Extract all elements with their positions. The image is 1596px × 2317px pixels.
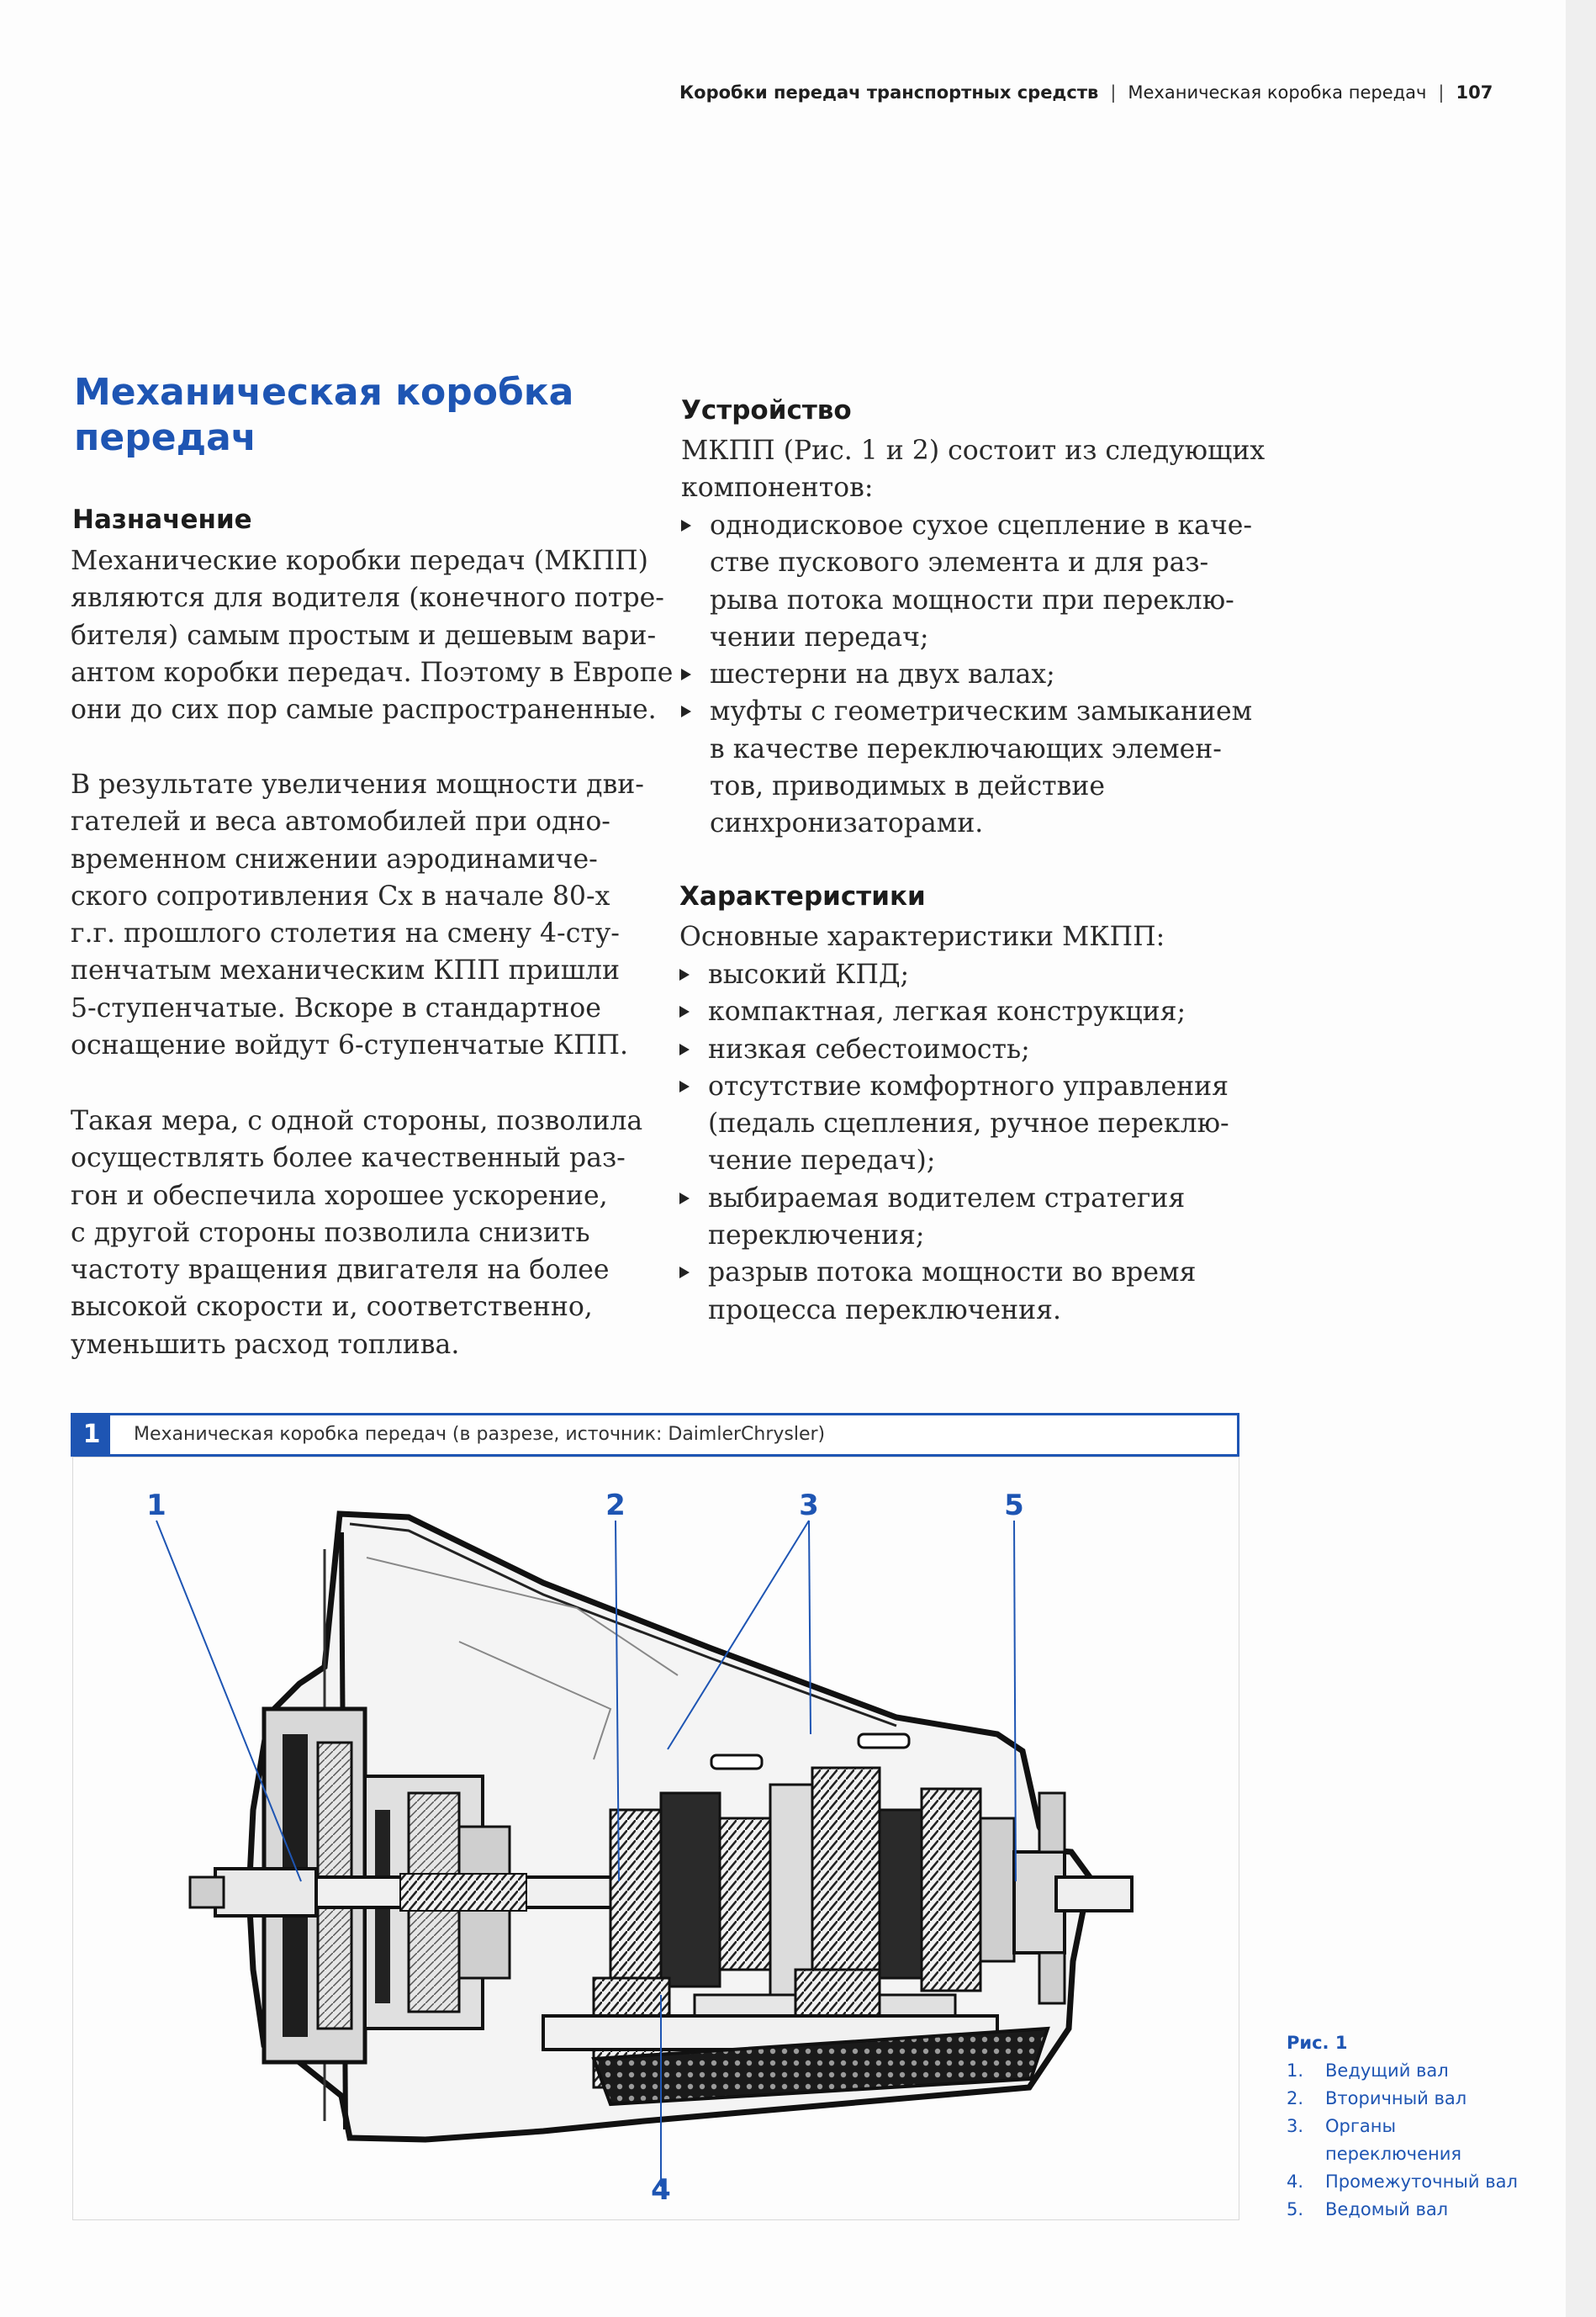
text-line: ского сопротивления Cx в начале 80-х [71,881,610,912]
text-line: муфты с геометрическим замыканием [710,696,1253,727]
text-line: Основные характеристики МКПП: [679,922,1165,952]
text-line: высокой скорости и, соответственно, [71,1292,593,1323]
page-title [74,370,663,461]
running-head-section: Коробки передач транспортных средств [679,82,1099,103]
list-item [679,507,1252,656]
legend-item [1287,2113,1564,2168]
text-line: уменьшить расход топлива. [71,1329,460,1360]
legend-item [1287,2057,1564,2085]
text-line: В результате увеличения мощности дви- [71,770,644,800]
bullet-triangle-icon [679,1267,690,1278]
legend-item [1287,2085,1564,2113]
list-item [678,1180,1229,1255]
text-line: гон и обеспечила хорошее ускорение, [71,1180,608,1211]
text-line: тов, приводимых в действие [710,771,1105,802]
list-item [679,656,1252,693]
heading-characteristics: Характеристики [679,881,926,912]
input-shaft [190,1869,669,1916]
text-line: синхронизаторами. [710,808,984,839]
text-line: г.г. прошлого столетия на смену 4-сту- [71,918,620,950]
legend-item-label: Ведущий вал [1325,2060,1449,2081]
purpose-paragraph-3 [71,1103,642,1363]
bullet-triangle-icon [681,520,691,532]
characteristics-list [678,956,1229,1329]
text-line: осуществлять более качественный раз- [71,1143,626,1174]
running-head-separator: | [1438,82,1445,103]
text-line: разрыв потока мощности во время [708,1257,1197,1288]
purpose-paragraph-1 [71,542,673,728]
figure-number: 1 [73,1415,110,1454]
figure-caption-bar [71,1413,1239,1457]
running-head-chapter: Механическая коробка передач [1128,82,1427,103]
legend-item-number: 3. [1287,2116,1304,2136]
text-line: рыва потока мощности при переклю- [710,585,1234,616]
running-head-separator: | [1110,82,1117,103]
text-line: однодисковое сухое сцепление в каче- [710,510,1253,541]
figure-caption: Механическая коробка передач (в разрезе, источник: DaimlerChrysler) [134,1424,826,1445]
text-line: высокий КПД; [708,960,910,990]
legend-item-label: переключения [1325,2144,1462,2164]
bullet-triangle-icon [681,669,691,680]
legend-item [1287,2168,1564,2196]
figure-legend [1287,2029,1564,2224]
design-intro [681,432,1265,507]
text-line: компактная, легкая конструкция; [708,997,1186,1028]
text-line: чение передач); [708,1145,936,1177]
legend-item-label: Промежуточный вал [1325,2172,1518,2192]
text-line: пенчатым механическим КПП пришли [71,955,621,987]
text-line: Такая мера, с одной стороны, позволила [71,1106,643,1136]
legend-item-label: Ведомый вал [1325,2199,1449,2219]
text-line: они до сих пор самые распространенные. [71,695,657,726]
text-line: выбираемая водителем стратегия [708,1182,1186,1214]
text-line: Механические коробки передач (МКПП) [71,546,648,576]
list-item [678,993,1229,1030]
design-list [679,507,1252,843]
text-line: отсутствие комфортного управления [708,1071,1229,1102]
legend-item-label: Органы [1325,2116,1397,2136]
text-line: временном снижении аэродинамиче- [71,844,598,875]
text-line: в качестве переключающих элемен- [710,733,1222,764]
legend-item-number: 1. [1287,2060,1304,2081]
list-item [678,1068,1229,1180]
callout-label: 1 [146,1489,166,1522]
running-head [679,82,1520,103]
text-line: бителя) самым простым и дешевым вари- [71,620,657,651]
list-item [678,956,1229,993]
callout-label: 4 [651,2173,671,2207]
bullet-triangle-icon [679,1006,690,1018]
transmission-cutaway-illustration [72,1457,1239,2220]
bullet-triangle-icon [679,1193,690,1204]
legend-title: Рис. 1 [1287,2033,1348,2053]
legend-item-number: 5. [1287,2199,1304,2219]
list-item [679,693,1252,842]
purpose-paragraph-2 [71,766,644,1064]
legend-item-number: 4. [1287,2172,1304,2192]
text-line: процесса переключения. [708,1294,1062,1325]
text-line: низкая себестоимость; [708,1034,1030,1065]
text-line: чении передач; [710,622,929,653]
bullet-triangle-icon [679,969,690,981]
heading-design: Устройство [681,395,852,426]
callout-label: 5 [1004,1489,1024,1522]
callout-label: 2 [605,1489,626,1522]
text-line: (педаль сцепления, ручное переклю- [708,1108,1229,1140]
bullet-triangle-icon [679,1044,690,1055]
legend-item-label: Вторичный вал [1325,2088,1467,2108]
text-line: гателей и веса автомобилей при одно- [71,807,610,838]
text-line: стве пускового элемента и для раз- [710,548,1209,579]
legend-item [1287,2196,1564,2224]
text-line: оснащение войдут 6-ступенчатые КПП. [71,1030,629,1061]
page-title-line: Механическая коробка [74,371,574,414]
page-number: 107 [1456,82,1493,103]
text-line: шестерни на двух валах; [710,659,1055,690]
list-item [678,1031,1229,1068]
heading-purpose: Назначение [72,505,252,535]
text-line: являются для водителя (конечного потре- [71,583,664,614]
characteristics-intro [679,918,1165,955]
callout-label: 3 [799,1489,819,1522]
bullet-triangle-icon [679,1081,690,1092]
text-line: с другой стороны позволила снизить [71,1217,590,1248]
text-line: компонентов: [681,473,874,504]
text-line: МКПП (Рис. 1 и 2) состоит из следующих [681,436,1266,466]
bullet-triangle-icon [681,706,691,717]
page-title-line: передач [74,416,257,459]
text-line: переключения; [708,1220,925,1251]
list-item [678,1254,1229,1329]
text-line: частоту вращения двигателя на более [71,1255,610,1286]
page-edge-shadow [1566,0,1596,2317]
text-line: антом коробки передач. Поэтому в Европе [71,657,674,688]
text-line: 5-ступенчатые. Вскоре в стандартное [71,992,601,1024]
legend-item-number: 2. [1287,2088,1304,2108]
